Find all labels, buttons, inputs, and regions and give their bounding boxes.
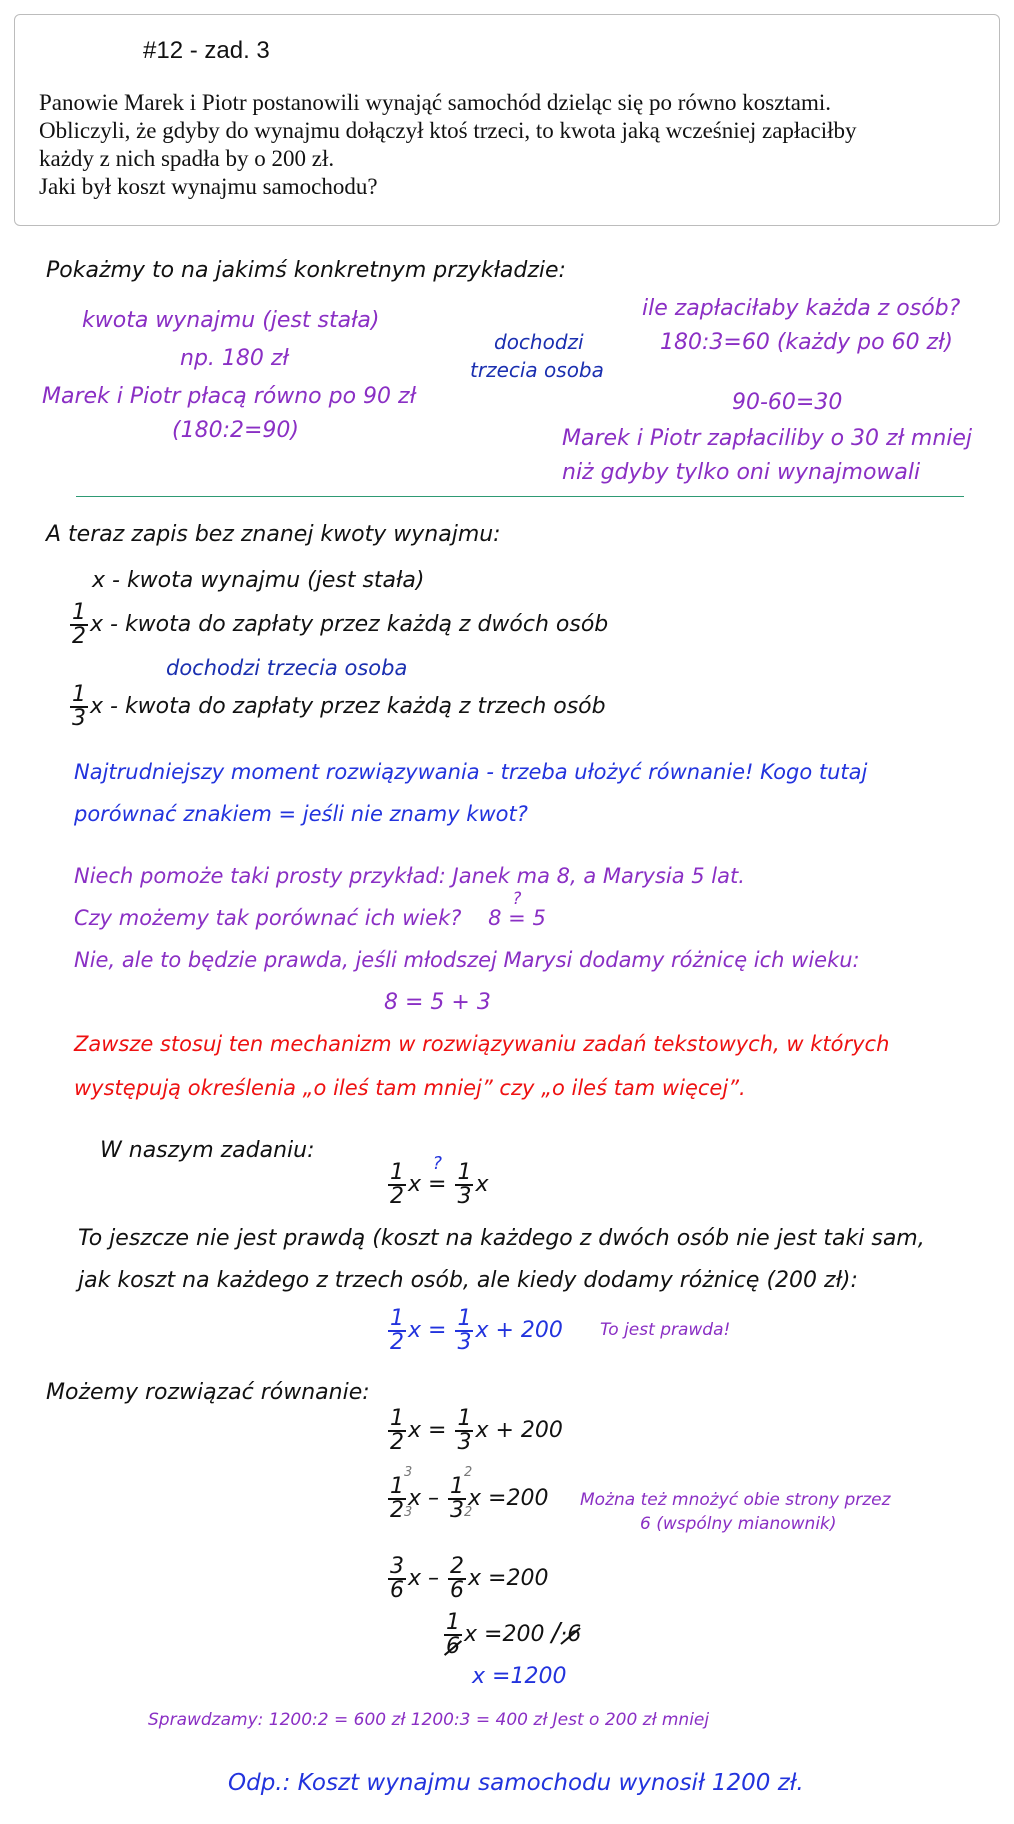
analogy-equation: 8 = 5 + 3: [384, 990, 491, 1015]
task-true-note: To jest prawda!: [600, 1320, 731, 1340]
problem-line: Panowie Marek i Piotr postanowili wynająć samochód dzieląc się po równo kosztami.: [39, 90, 832, 115]
problem-line: każdy z nich spadła by o 200 zł.: [39, 146, 335, 171]
example-mid-2: trzecia osoba: [470, 358, 604, 382]
general-line-3: $\frac{1}{3}$ x - kwota do zapłaty przez każdą z trzech osób: [72, 682, 606, 731]
rule-line-2: występują określenia „o ileś tam mniej” czy „o ileś tam więcej”.: [74, 1076, 746, 1100]
analogy-line-2: Czy możemy tak porównać ich wiek? 8 = ? 5: [74, 888, 546, 930]
general-note: dochodzi trzecia osoba: [166, 656, 408, 680]
side-note-1: Można też mnożyć obie strony przez: [580, 1490, 891, 1510]
section-divider: [76, 496, 964, 497]
example-right-4: Marek i Piotr zapłaciliby o 30 zł mniej: [562, 426, 973, 451]
example-left-1: kwota wynajmu (jest stała): [82, 308, 380, 333]
problem-box: [14, 14, 1000, 226]
task-line-2: jak koszt na każdego z trzech osób, ale kiedy dodamy różnicę (200 zł):: [78, 1268, 858, 1293]
task-equation-question: $\frac{1}{2}$ x = ? $\frac{1}{3}$ x: [390, 1154, 489, 1209]
example-right-5: niż gdyby tylko oni wynajmowali: [562, 460, 921, 485]
general-line-2: $\frac{1}{2}$ x - kwota do zapłaty przez każdą z dwóch osób: [72, 600, 609, 649]
hard-line-1: Najtrudniejszy moment rozwiązywania - trzeba ułożyć równanie! Kogo tutaj: [74, 760, 868, 784]
example-right-2: 180:3=60 (każdy po 60 zł): [660, 330, 954, 355]
solve-step-4: $\frac{1}{6}$ x =200 /·6: [446, 1610, 582, 1659]
general-line-1: x - kwota wynajmu (jest stała): [92, 568, 425, 593]
solve-step-1: $\frac{1}{2}$ x = $\frac{1}{3}$ x + 200: [390, 1406, 563, 1455]
task-intro: W naszym zadaniu:: [100, 1138, 315, 1163]
analogy-line-1: Niech pomoże taki prosty przykład: Janek ma 8, a Marysia 5 lat.: [74, 864, 745, 888]
general-intro: A teraz zapis bez znanej kwoty wynajmu:: [46, 522, 501, 547]
example-left-3: Marek i Piotr płacą równo po 90 zł: [42, 384, 416, 409]
solve-step-2: 1 2 3 3 x – 1 3 2 2 x =200: [390, 1465, 549, 1523]
check-line: Sprawdzamy: 1200:2 = 600 zł 1200:3 = 400 zł Jest o 200 zł mniej: [148, 1710, 710, 1730]
problem-line: Jaki był koszt wynajmu samochodu?: [39, 174, 378, 199]
problem-line: Obliczyli, że gdyby do wynajmu dołączył ktoś trzeci, to kwota jaką wcześniej zapłaciłby: [39, 118, 857, 143]
answer-line: Odp.: Koszt wynajmu samochodu wynosił 1200 zł.: [228, 1770, 804, 1796]
example-left-4: (180:2=90): [172, 418, 299, 443]
solve-step-3: $\frac{3}{6}$ x – $\frac{2}{6}$ x =200: [390, 1554, 549, 1603]
task-equation-true: $\frac{1}{2}$ x = $\frac{1}{3}$ x + 200: [390, 1306, 563, 1355]
problem-title: #12 - zad. 3: [143, 37, 270, 64]
fraction-one-third: $\frac{1}{3}$: [72, 682, 86, 731]
example-right-3: 90-60=30: [732, 390, 843, 415]
solve-intro: Możemy rozwiązać równanie:: [46, 1380, 370, 1405]
hard-line-2: porównać znakiem = jeśli nie znamy kwot?: [74, 802, 528, 826]
rule-line-1: Zawsze stosuj ten mechanizm w rozwiązywaniu zadań tekstowych, w których: [74, 1032, 890, 1056]
example-left-2: np. 180 zł: [180, 346, 289, 371]
example-intro: Pokażmy to na jakimś konkretnym przykładzie:: [46, 258, 566, 283]
example-right-1: ile zapłaciłaby każda z osób?: [642, 296, 961, 321]
fraction-one-half: $\frac{1}{2}$: [72, 600, 86, 649]
task-line-1: To jeszcze nie jest prawdą (koszt na każdego z dwóch osób nie jest taki sam,: [78, 1226, 925, 1251]
side-note-2: 6 (wspólny mianownik): [640, 1514, 837, 1534]
example-mid-1: dochodzi: [494, 330, 584, 354]
solve-result: x =1200: [472, 1664, 567, 1689]
problem-text: [39, 89, 989, 201]
analogy-line-3: Nie, ale to będzie prawda, jeśli młodszej Marysi dodamy różnicę ich wieku:: [74, 948, 860, 972]
